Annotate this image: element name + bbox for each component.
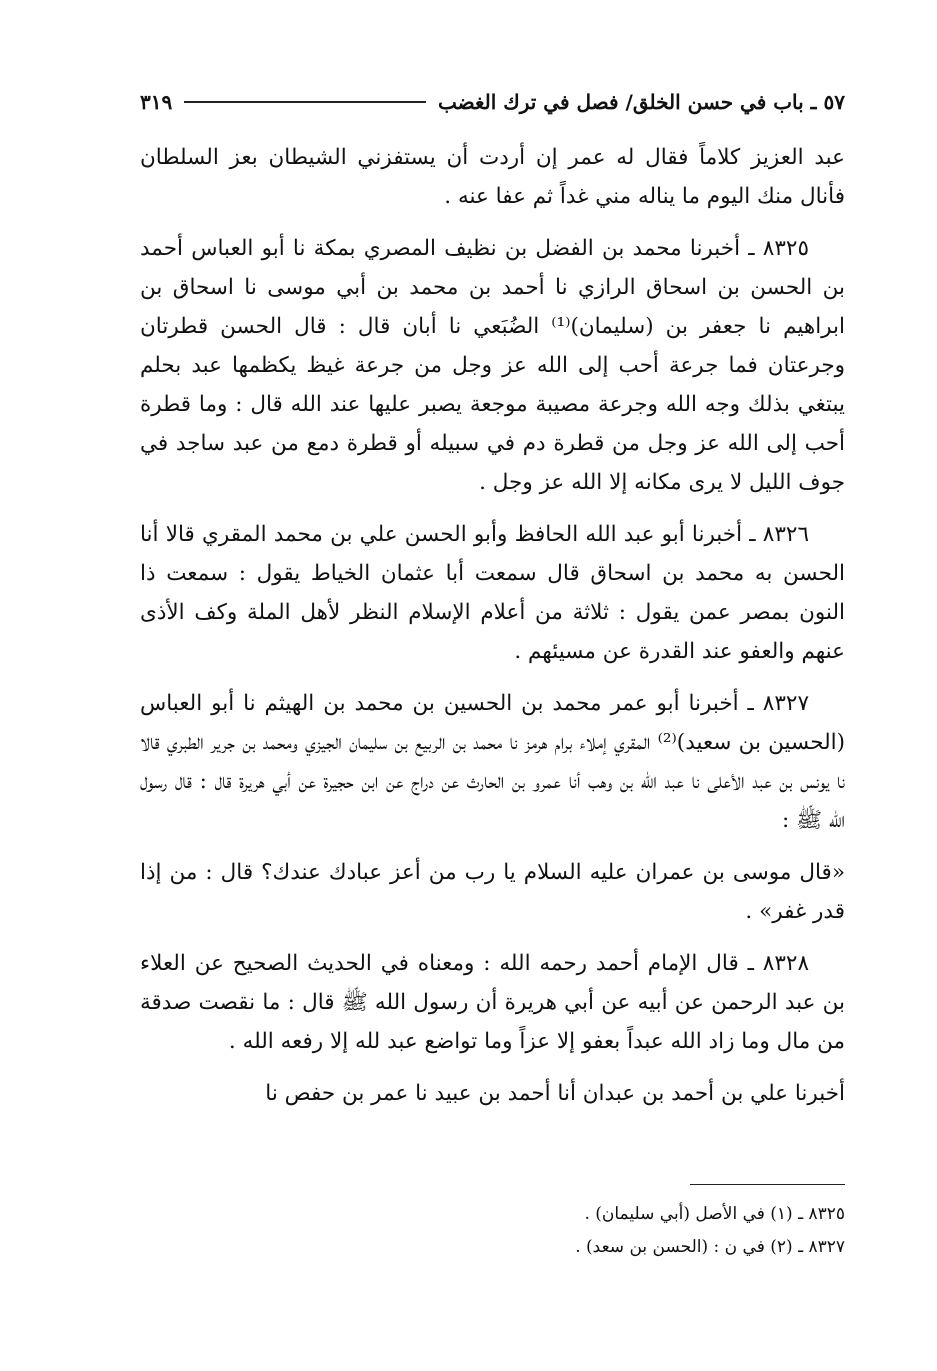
running-header — [140, 84, 845, 120]
paragraph-isnad: أخبرنا علي بن أحمد بن عبدان أنا أحمد بن عبيد نا عمر بن حفص نا — [265, 1081, 845, 1106]
paragraph-8326: ٨٣٢٦ ـ أخبرنا أبو عبد الله الحافظ وأبو الحسن علي بن محمد المقري قالا أنا الحسن به محمد بن اسحاق قال سمعت أبا عثمان الخياط يقول : سمعت ذا النون بمصر عمن يقول : ثلاثة من أعلام الإسلام النظر لأهل الملة وكف الأذى عنهم والعفو عند القدرة عن مسيئهم . — [140, 522, 845, 664]
hadith-quote: «قال موسى بن عمران عليه السلام يا رب من أعز عبادك عندك؟ قال : من إذا قدر غفر» . — [140, 860, 845, 924]
footnotes — [140, 1198, 845, 1264]
page-number: ٣١٩ — [140, 90, 173, 114]
footnote-rule — [690, 1184, 845, 1185]
footnote-2: ٨٣٢٧ ـ (٢) في ن : (الحسن بن سعد) . — [575, 1237, 845, 1257]
header-title: ٥٧ ـ باب في حسن الخلق/ فصل في ترك الغضب — [438, 90, 845, 114]
paragraph-8328: ٨٣٢٨ ـ قال الإمام أحمد رحمه الله : ومعناه في الحديث الصحيح عن العلاء بن عبد الرحمن عن أبيه عن أبي هريرة أن رسول الله ﷺ قال : ما نقصت صدقة من مال وما زاد الله عبداً بعفو إلا عزاً وما تواضع عبد لله إلا رفعه الله . — [140, 951, 845, 1054]
paragraph-8327: ٨٣٢٧ ـ أخبرنا أبو عمر محمد بن الحسين بن محمد بن الهيثم نا أبو العباس (الحسين بن سعيد)⁽²⁾ المقري إملاء برام هرمز نا محمد بن الربيع بن سليمان الجيزي ومحمد بن جرير الطبري قالا نا يونس بن عبد الأعلى نا عبد الله بن وهب أنا عمرو بن الحارث عن دراج عن ابن حجيرة عن أبي هريرة قال : قال رسول الله ﷺ : — [140, 691, 846, 833]
paragraph-continuation: عبد العزيز كلاماً فقال له عمر إن أردت أن يستفزني الشيطان بعز السلطان فأنال منك اليوم ما يناله مني غداً ثم عفا عنه . — [140, 145, 845, 209]
footnote-1: ٨٣٢٥ ـ (١) في الأصل (أبي سليمان) . — [584, 1204, 845, 1224]
paragraph-8325: ٨٣٢٥ ـ أخبرنا محمد بن الفضل بن نظيف المصري بمكة نا أبو العباس أحمد بن الحسن بن اسحاق الرازي نا أحمد بن محمد بن أبي موسى نا اسحاق بن ابراهيم نا جعفر بن (سليمان)⁽¹⁾ الضُبَعي نا أبان قال : قال الحسن قطرتان وجرعتان فما جرعة أحب إلى الله عز وجل من جرعة غيظ يكظمها عبد بحلم يبتغي بذلك وجه الله وجرعة مصيبة موجعة يصبر عليها عند الله قال : وما قطرة أحب إلى الله عز وجل من قطرة دم في سبيله أو قطرة دمع من عبد ساجد في جوف الليل لا يرى مكانه إلا الله عز وجل . — [140, 236, 845, 495]
page-body — [140, 138, 845, 1126]
header-rule — [184, 101, 426, 103]
